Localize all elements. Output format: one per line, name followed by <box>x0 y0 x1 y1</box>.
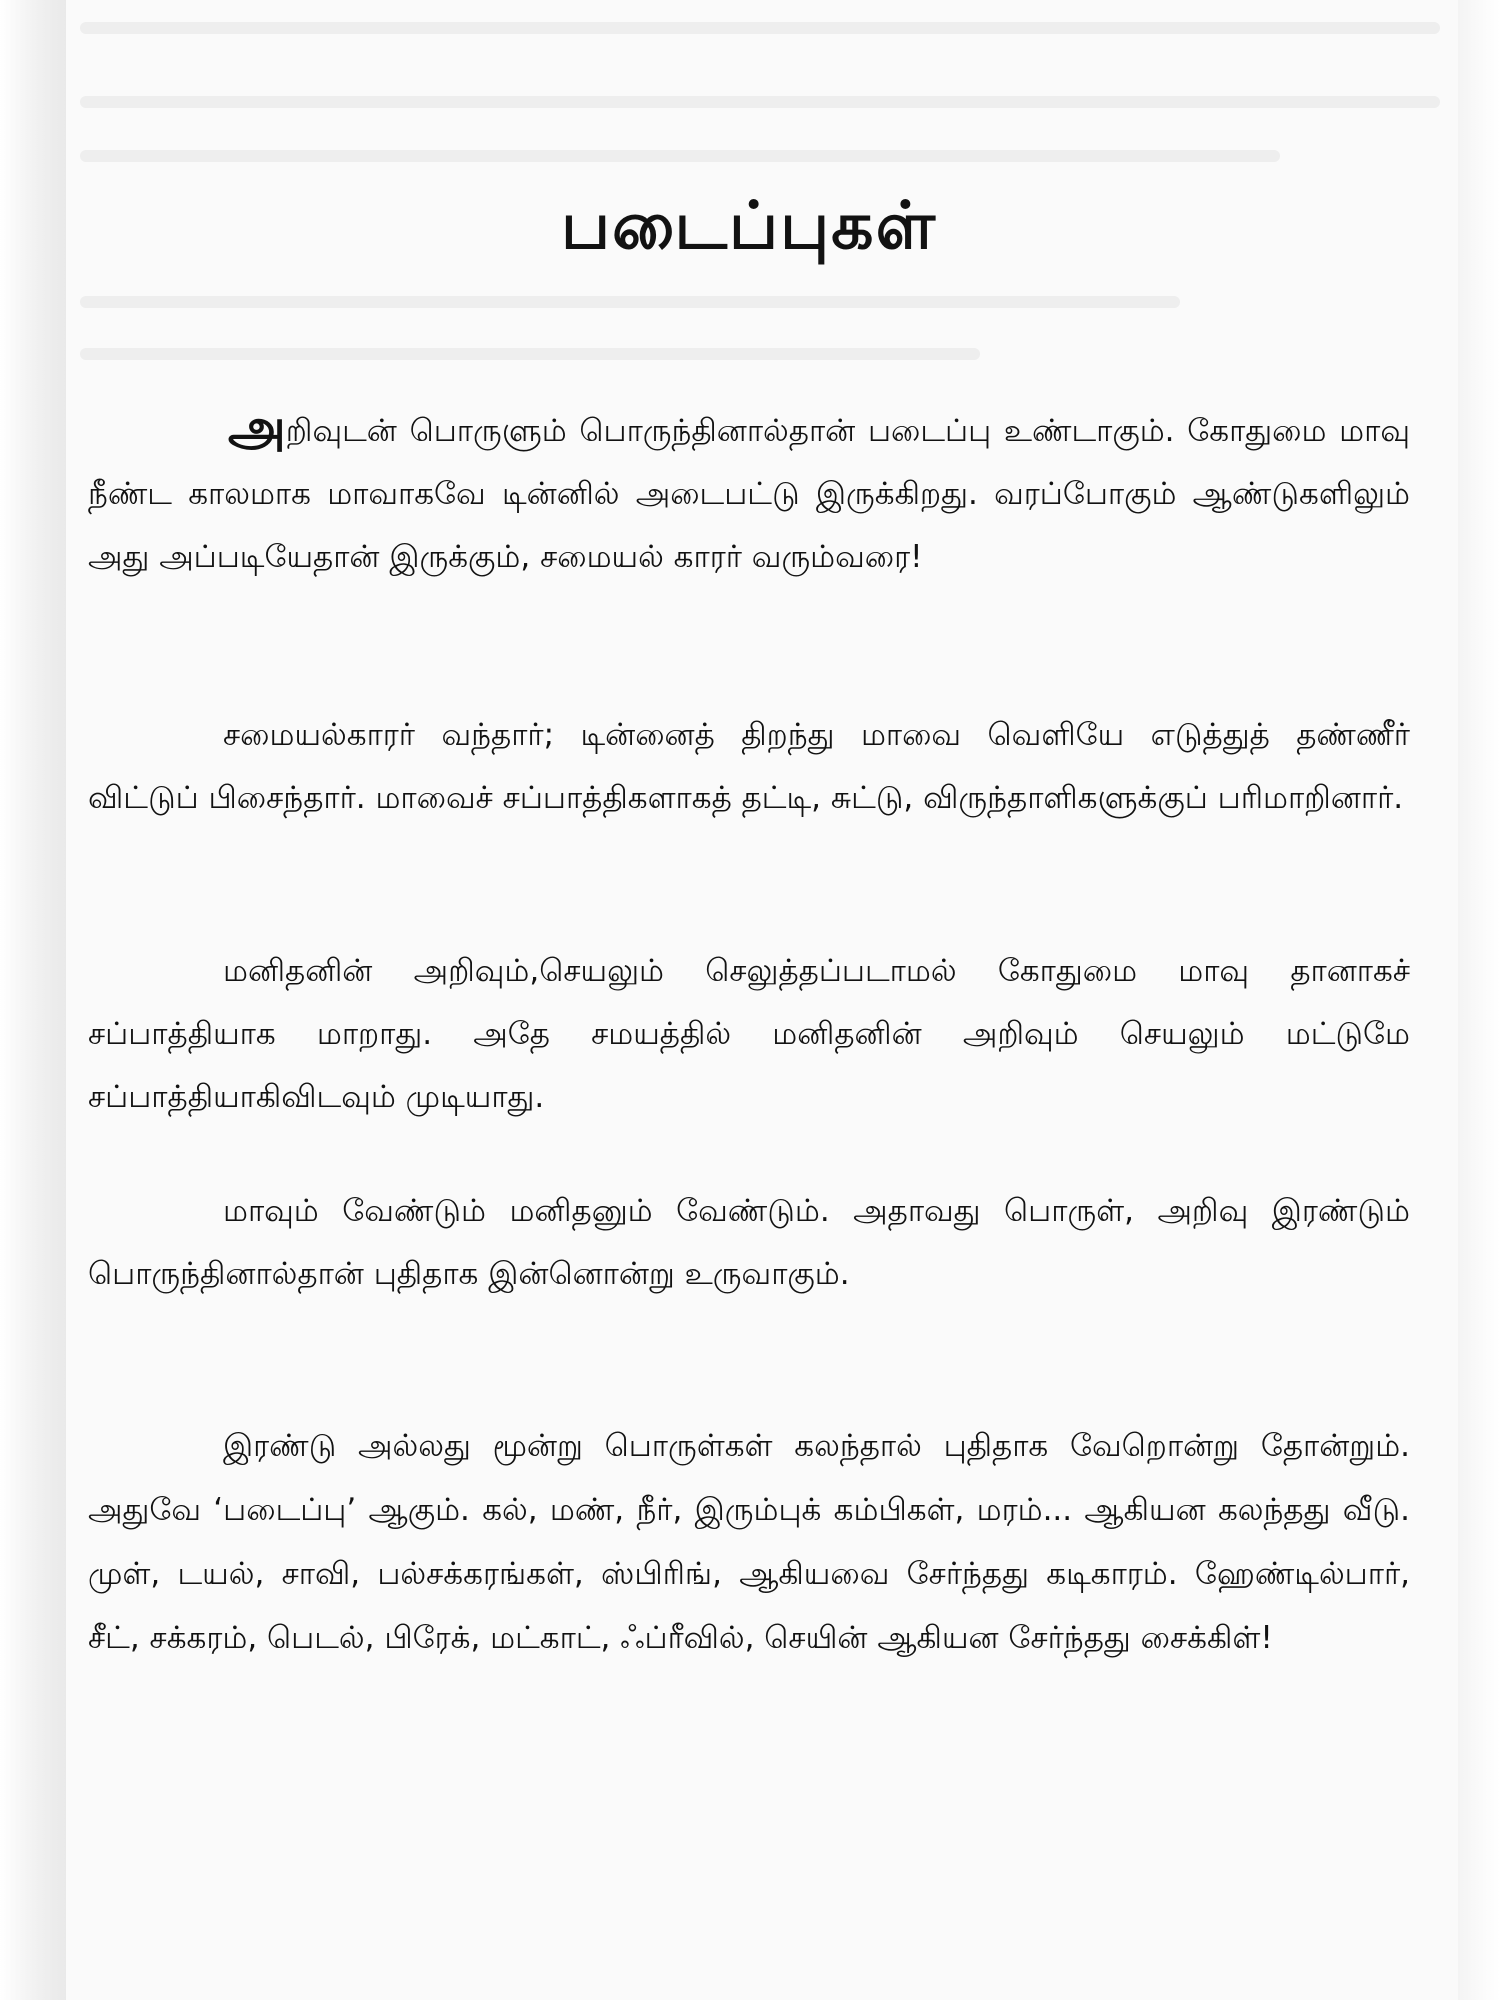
scan-shadow-left <box>0 0 66 2000</box>
paragraph-1-text: றிவுடன் பொருளும் பொருந்தினால்தான் படைப்பு உண்டாகும். கோதுமை மாவு நீண்ட காலமாக மாவாகவே டின்னில் அடைபட்டு இருக்கிறது. வரப்போகும் ஆண்டுகளிலும் அது அப்படியேதான் இருக்கும், சமையல் காரர் வரும்வரை! <box>88 413 1410 575</box>
show-through-line <box>80 96 1440 108</box>
paragraph-3: மனிதனின் அறிவும்,செயலும் செலுத்தப்படாமல் கோதுமை மாவு தானாகச் சப்பாத்தியாக மாறாது. அதே சமயத்தில் மனிதனின் அறிவும் செயலும் மட்டுமே சப்பாத்தியாகிவிடவும் முடியாது. <box>88 953 1410 1115</box>
paragraph-2: சமையல்காரர் வந்தார்; டின்னைத் திறந்து மாவை வெளியே எடுத்துத் தண்ணீர் விட்டுப் பிசைந்தார். மாவைச் சப்பாத்திகளாகத் தட்டி, சுட்டு, விருந்தாளிகளுக்குப் பரிமாறினார். <box>88 717 1410 816</box>
chapter-title: படைப்புகள் <box>560 187 938 264</box>
paragraph-5: இரண்டு அல்லது மூன்று பொருள்கள் கலந்தால் புதிதாக வேறொன்று தோன்றும். அதுவே ‘படைப்பு’ ஆகும். கல், மண், நீர், இரும்புக் கம்பிகள், மரம்... ஆகியன கலந்தது வீடு. முள், டயல், சாவி, பல்சக்கரங்கள், ஸ்பிரிங், ஆகியவை சேர்ந்தது கடிகாரம். ஹேண்டில்பார், சீட், சக்கரம், பெடல், பிரேக், மட்காட், ஃப்ரீவில், செயின் ஆகியன சேர்ந்தது சைக்கிள்! <box>88 1428 1410 1656</box>
paragraph-4: மாவும் வேண்டும் மனிதனும் வேண்டும். அதாவது பொருள், அறிவு இரண்டும் பொருந்தினால்தான் புதிதாக இன்னொன்று உருவாகும். <box>88 1193 1410 1292</box>
show-through-line <box>80 348 980 360</box>
scan-shadow-right <box>1458 0 1500 2000</box>
show-through-line <box>80 150 1280 162</box>
paragraph-1 <box>88 400 1410 589</box>
show-through-line <box>80 296 1180 308</box>
drop-cap: அ <box>228 398 286 458</box>
show-through-line <box>80 22 1440 34</box>
